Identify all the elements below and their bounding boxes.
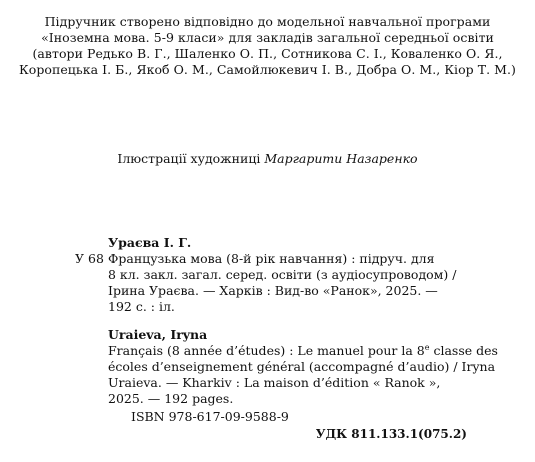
catalog-record-french [108,327,498,407]
description-line: Французька мова (8-й рік навчання) : підруч. для [108,251,435,266]
description-line: écoles d’enseignement général (accompagné d’audio) / Iryna [108,359,496,374]
author-mark-code: У 68 [75,251,104,266]
description-line: 192 с. : іл. [108,299,175,314]
description-line [108,342,498,359]
author-heading-fr: Uraieva, Iryna [108,327,208,342]
description-line: 2025. — 192 pages. [108,391,234,406]
description-line: Uraieva. — Kharkiv : La maison d’édition « Ranok », [108,375,441,390]
bibliographic-description-ua [108,251,468,315]
approval-line: (автори Редько В. Г., Шаленко О. П., Сотникова С. І., Коваленко О. Я., [32,46,503,61]
illustrator-credit-prefix: Ілюстрації художниці [117,151,265,166]
udc-code: УДК 811.133.1(075.2) [315,427,467,441]
approval-line: «Іноземна мова. 5-9 класи» для закладів загальної середньої освіти [41,30,494,45]
approval-line: Коропецька І. Б., Якоб О. М., Самойлюкевич І. В., Добра О. М., Кіор Т. М.) [19,62,516,77]
description-line: 8 кл. закл. загал. серед. освіти (з аудіосупроводом) / [108,267,457,282]
illustrator-credit [0,151,535,167]
title-text-fr-cont: classe des [429,343,498,358]
ordinal-superscript: e [424,342,430,352]
approval-line: Підручник створено відповідно до модельної навчальної програми [44,14,491,29]
title-text-fr: Français (8 année d’études) : Le manuel pour la 8 [108,343,425,358]
isbn-number: ISBN 978-617-09-9588-9 [131,409,289,424]
curriculum-approval-note [0,14,535,78]
author-heading-ua: Ураєва І. Г. [108,235,192,250]
illustrator-name: Маргарити Назаренко [264,151,418,166]
description-line: Ірина Ураєва. — Харків : Вид-во «Ранок», 2025. — [108,283,438,298]
